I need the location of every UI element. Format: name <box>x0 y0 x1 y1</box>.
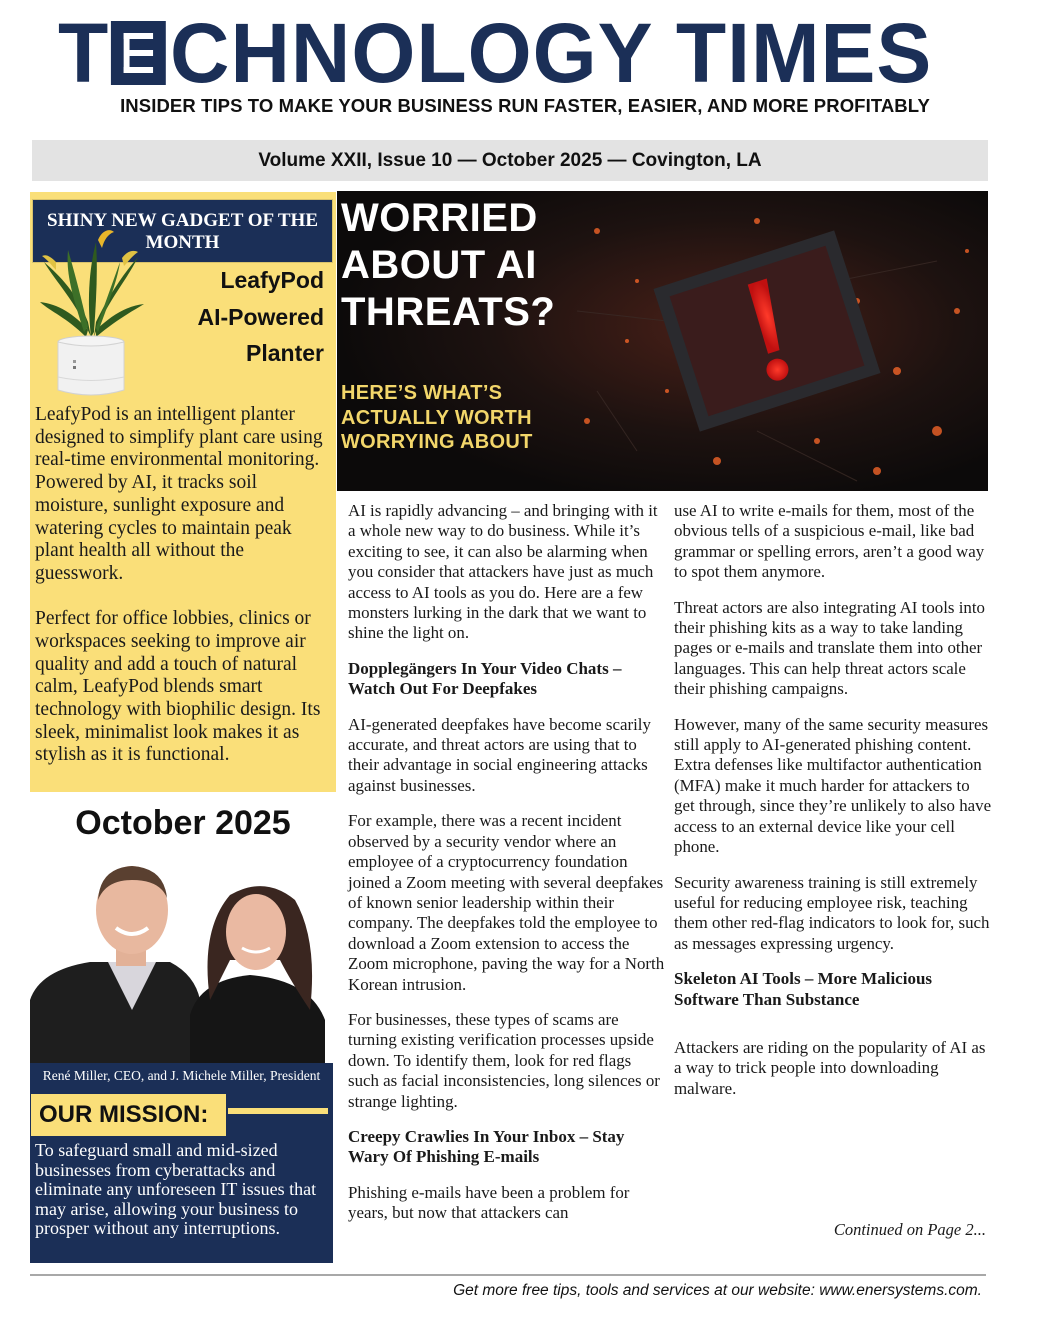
tagline: INSIDER TIPS TO MAKE YOUR BUSINESS RUN FASTER, EASIER, AND MORE PROFITABLY <box>120 95 930 116</box>
mission-label: OUR MISSION: <box>31 1094 226 1136</box>
gadget-header: SHINY NEW GADGET OF THE MONTH <box>32 199 333 263</box>
hero-subtitle <box>341 381 533 455</box>
product-name <box>124 262 324 372</box>
product-name-line: Planter <box>246 340 324 366</box>
article-paragraph: For businesses, these types of scams are turning existing verification processes upside down. To identify them, look for red flags such as facial inconsistencies, long silences or strange lighting. <box>348 1009 660 1111</box>
mission-divider <box>228 1108 328 1114</box>
product-name-line: AI-Powered <box>197 303 324 330</box>
article-column-2 <box>674 501 992 1114</box>
article-paragraph: For example, there was a recent incident observed by a security vendor where an employee of a cryptocurrency foundation joined a Zoom meeting with several deepfakes of known senior leadership within their company. The deepfakes told the employee to download a Zoom extension to access the Zoom microphone, paving the way for a North Korean intrusion. <box>348 811 665 994</box>
article-paragraph: AI is rapidly advancing – and bringing with it a whole new way to do business. While it’s exciting to see, it can also be alarming when you consider that attackers have just as much access to AI tools as you do. Here are a few monsters lurking in the dark that we want to shine the light on. <box>348 501 658 643</box>
gadget-paragraph: LeafyPod is an intelligent planter designed to simplify plant care using real-time environmental monitoring. Powered by AI, it tracks soil moisture, sunlight exposure and watering cycles to maintain peak plant health all without the guesswork. <box>35 404 323 584</box>
month-heading: October 2025 <box>75 804 291 842</box>
issue-info-bar: Volume XXII, Issue 10 — October 2025 — Covington, LA <box>32 140 988 181</box>
title-prefix: T <box>58 6 110 100</box>
mission-box <box>30 1089 333 1263</box>
hero-subtitle-line: WORRYING ABOUT <box>341 431 533 453</box>
article-paragraph: Attackers are riding on the popularity of AI as a way to trick people into downloading malware. <box>674 1037 986 1098</box>
footer-website-text: Get more free tips, tools and services at our website: www.enersystems.com. <box>453 1282 982 1299</box>
newsletter-title <box>58 6 979 100</box>
article-paragraph: use AI to write e-mails for them, most of the obvious tells of a suspicious e-mail, like bad grammar or spelling errors, aren’t a good way to spot them anymore. <box>674 501 985 582</box>
hero-title-line: THREATS? <box>341 290 556 334</box>
article-column-1 <box>348 501 666 1239</box>
hero-banner <box>337 191 988 491</box>
hero-subtitle-line: HERE’S WHAT’S <box>341 382 503 404</box>
photo-caption: René Miller, CEO, and J. Michele Miller, President <box>30 1063 333 1089</box>
article-paragraph: Phishing e-mails have been a problem for years, but now that attackers can <box>348 1182 630 1223</box>
gadget-of-the-month-box <box>30 192 336 792</box>
gadget-description <box>35 404 333 767</box>
boxed-e-logo-icon <box>111 21 166 85</box>
owners-photo <box>30 850 333 1063</box>
article-subheading: Dopplegängers In Your Video Chats – Watch Out For Deepfakes <box>348 658 622 699</box>
article-paragraph: Security awareness training is still extremely useful for reducing employee risk, teaching them other red-flag indicators to look for, such as messages expressing urgency. <box>674 872 990 953</box>
hero-title-line: WORRIED <box>341 196 538 240</box>
article-paragraph: However, many of the same security measures still apply to AI-generated phishing content. Extra defenses like multifactor authentication (MFA) make it much harder for attackers to get through, since they’re unlikely to also have access to an external device like your cell phone. <box>674 714 992 857</box>
title-rest: CHNOLOGY TIMES <box>170 6 933 100</box>
footer-divider <box>30 1274 986 1276</box>
article-paragraph: Threat actors are also integrating AI tools into their phishing kits as a way to take landing pages or e-mails and translate them into other languages. This can help threat actors scale their phishing campaigns. <box>674 597 985 699</box>
mission-text: To safeguard small and mid-sized businesses from cyberattacks and eliminate any unforeseen IT issues that may arise, allowing your business to prosper without any interruptions. <box>35 1140 317 1238</box>
article-paragraph: AI-generated deepfakes have become scarily accurate, and threat actors are using that to their advantage in social engineering attacks against businesses. <box>348 714 651 795</box>
hero-title-line: ABOUT AI <box>341 243 537 287</box>
article-subheading: Creepy Crawlies In Your Inbox – Stay Wary Of Phishing E-mails <box>348 1126 625 1167</box>
article-subheading: Skeleton AI Tools – More Malicious Software Than Substance <box>674 969 933 1009</box>
continued-link[interactable]: Continued on Page 2... <box>833 1220 986 1239</box>
gadget-paragraph: Perfect for office lobbies, clinics or workspaces seeking to improve air quality and add a touch of natural calm, LeafyPod blends smart technology with biophilic design. Its sleek, minimalist look makes it as stylish as it is functional. <box>35 608 321 766</box>
product-name-line: LeafyPod <box>220 267 324 293</box>
hero-subtitle-line: ACTUALLY WORTH <box>341 406 532 429</box>
hero-title <box>341 195 555 336</box>
